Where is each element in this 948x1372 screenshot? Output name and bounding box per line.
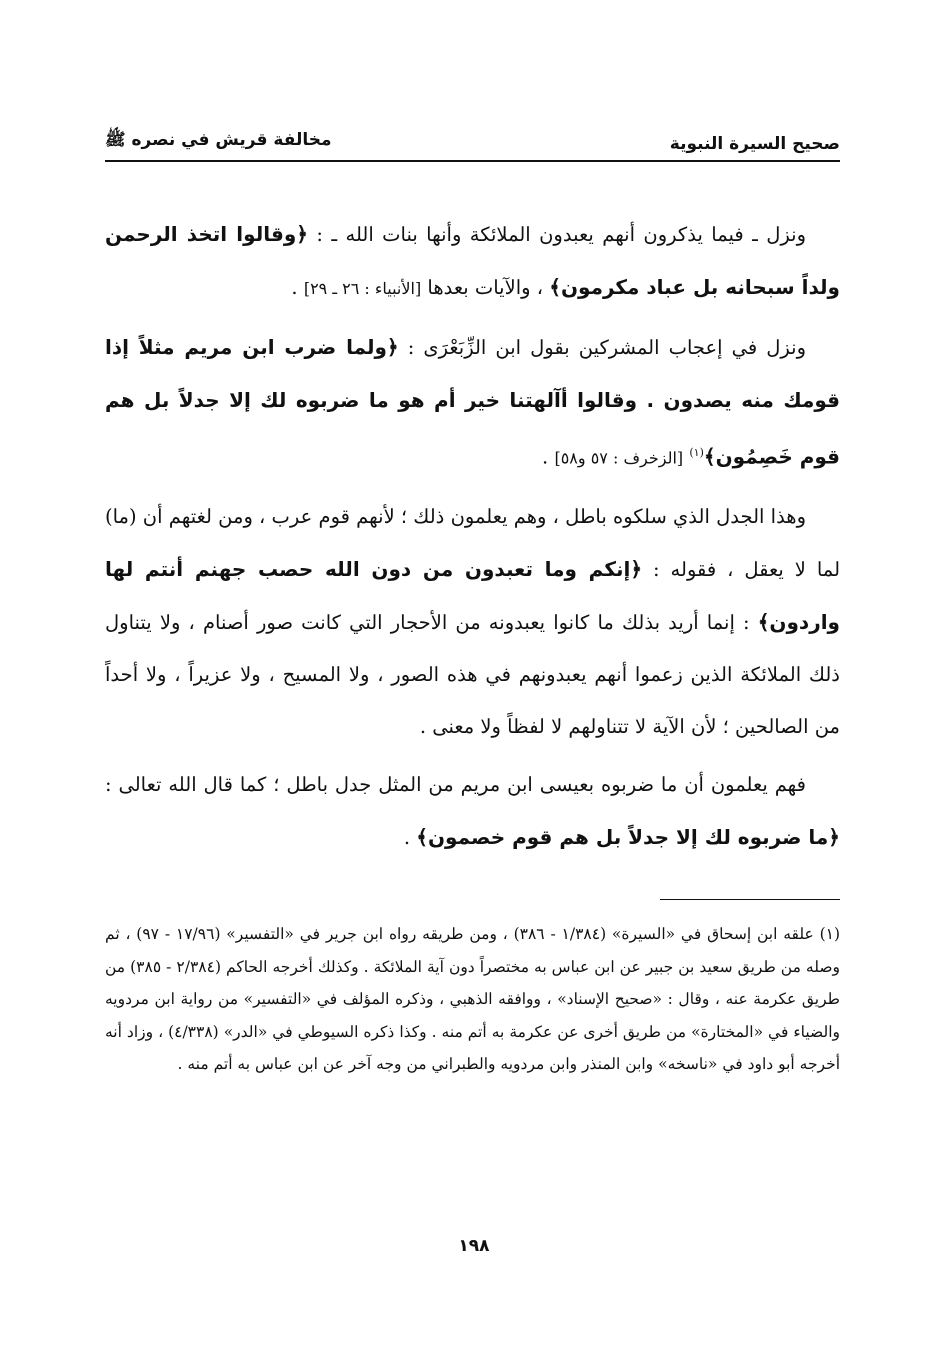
- footnote-marker[interactable]: (١): [689, 446, 704, 459]
- paragraph-1: [105, 208, 840, 315]
- verse-reference: [الزخرف : ٥٧ و٥٨]: [554, 448, 684, 468]
- paragraph-3: [105, 491, 840, 753]
- verse-reference: [الأنبياء : ٢٦ ـ ٢٩]: [303, 279, 422, 298]
- paragraph-end: .: [542, 445, 549, 469]
- header-divider: [105, 160, 840, 162]
- paragraph-text: ، والآيات بعدها: [427, 276, 544, 299]
- paragraph-end: .: [291, 276, 298, 299]
- quran-quote: ﴿ولما ضرب ابن مريم مثلاً إذا قومك منه يصدون . وقالوا أآلهتنا خير أم هو ما ضربوه لك إلا جدلاً بل هم قوم خَصِمُون﴾: [105, 335, 840, 469]
- footnote: [105, 918, 840, 1081]
- footnote-text: (١) علقه ابن إسحاق في «السيرة» (١/٣٨٤ - ٣٨٦) ، ومن طريقه رواه ابن جرير في «التفسير» (١٧/٩٦ - ٩٧) ، ثم وصله من طريق سعيد بن جبير عن ابن عباس به مختصراً دون آية الملائكة . وكذلك أخرجه الحاكم (٢/٣٨٤ - ٣٨٥) من طريق عكرمة عنه ، وقال : «صحيح الإسناد» ، ووافقه الذهبي ، وذكره المؤلف في «التفسير» من رواية ابن مردويه والضياء في «المختارة» من طريق أخرى عن عكرمة به أتم منه . وكذا ذكره السيوطي في «الدر» (٤/٣٣٨) ، وزاد أنه أخرجه أبو داود في «ناسخه» وابن المنذر وابن مردويه والطبراني من وجه آخر عن ابن عباس به أتم منه .: [105, 925, 841, 1073]
- paragraph-end: .: [403, 825, 411, 849]
- paragraph-text: وهذا الجدل الذي سلكوه باطل ، وهم يعلمون ذلك ؛ لأنهم قوم عرب ، ومن لغتهم أن (ما) لما لا يعقل ، فقوله :: [105, 504, 841, 581]
- paragraph-text: ونزل ـ فيما يذكرون أنهم يعبدون الملائكة وأنها بنات الله ـ :: [316, 223, 807, 246]
- quran-quote: ﴿ما ضربوه لك إلا جدلاً بل هم قوم خصمون﴾: [416, 824, 840, 849]
- page-number: ١٩٨: [458, 1236, 490, 1256]
- paragraph-4: [105, 759, 840, 864]
- main-text: [105, 208, 840, 870]
- quran-quote: ﴿إنكم وما تعبدون من دون الله حصب جهنم أنتم لها واردون﴾: [105, 556, 840, 634]
- quran-quote: ﴿وقالوا اتخذ الرحمن ولداً سبحانه بل عباد مكرمون﴾: [105, 222, 840, 299]
- footnote-divider: [660, 899, 840, 900]
- book-title: صحيح السيرة النبوية: [669, 134, 840, 154]
- running-header: [105, 118, 840, 154]
- chapter-title: مخالفة قريش في نصره ﷺ: [105, 130, 332, 150]
- paragraph-2: [105, 321, 840, 485]
- paragraph-text: فهم يعلمون أن ما ضربوه بعيسى ابن مريم من المثل جدل باطل ؛ كما قال الله تعالى :: [105, 772, 806, 796]
- paragraph-text: : إنما أريد بذلك ما كانوا يعبدونه من الأحجار التي كانت صور أصنام ، ولا يتناول ذلك الملائكة الذين زعموا أنهم يعبدونهم في هذه الصور ، ولا المسيح ، ولا عزيراً ، ولا أحداً من الصالحين ؛ لأن الآية لا تتناولهم لا لفظاً ولا معنى .: [105, 610, 840, 738]
- paragraph-text: ونزل في إعجاب المشركين بقول ابن الزِّبَعْرَى :: [407, 336, 806, 359]
